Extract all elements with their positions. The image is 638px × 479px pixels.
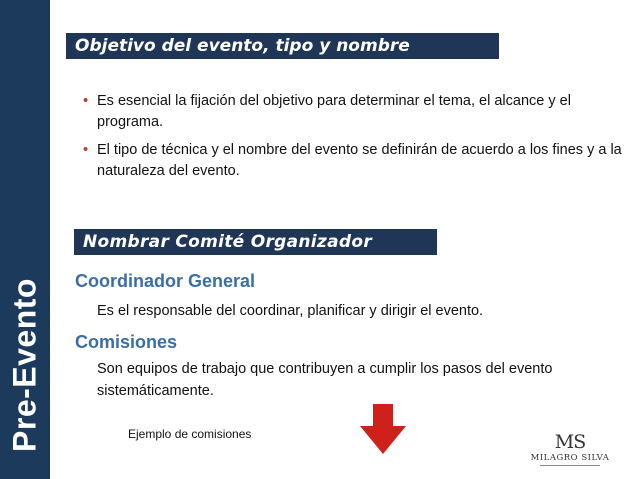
bullet-text: Es esencial la fijación del objetivo para determinar el tema, el alcance y el programa.: [97, 93, 571, 130]
commissions-heading: Comisiones: [75, 332, 178, 352]
objective-bullet-list: [83, 91, 623, 189]
commissions-description: Son equipos de trabajo que contribuyen a cumplir los pasos del evento sistemáticamente.: [97, 361, 553, 399]
logo-monogram: MS: [554, 431, 586, 453]
bullet-item: [83, 91, 623, 133]
down-arrow-icon: [358, 404, 408, 454]
section-title-committee: Nombrar Comité Organizador: [74, 229, 437, 255]
section-title-objective: Objetivo del evento, tipo y nombre: [66, 33, 499, 59]
coordinator-description: Es el responsable del coordinar, planificar y dirigir el evento.: [97, 303, 484, 319]
bullet-text: El tipo de técnica y el nombre del evento se definirán de acuerdo a los fines y a la naturaleza del evento.: [97, 142, 622, 179]
bullet-marker: •: [83, 142, 89, 158]
sidebar-title: Pre-Evento: [6, 278, 43, 452]
bullet-marker: •: [83, 93, 89, 109]
example-label: Ejemplo de comisiones: [128, 427, 252, 441]
coordinator-heading: Coordinador General: [75, 271, 256, 291]
milagro-silva-logo: [524, 432, 616, 472]
logo-name: MILAGRO SILVA: [530, 453, 610, 463]
sidebar: [0, 0, 50, 479]
bullet-item: [83, 140, 623, 182]
logo-divider: [540, 465, 600, 466]
